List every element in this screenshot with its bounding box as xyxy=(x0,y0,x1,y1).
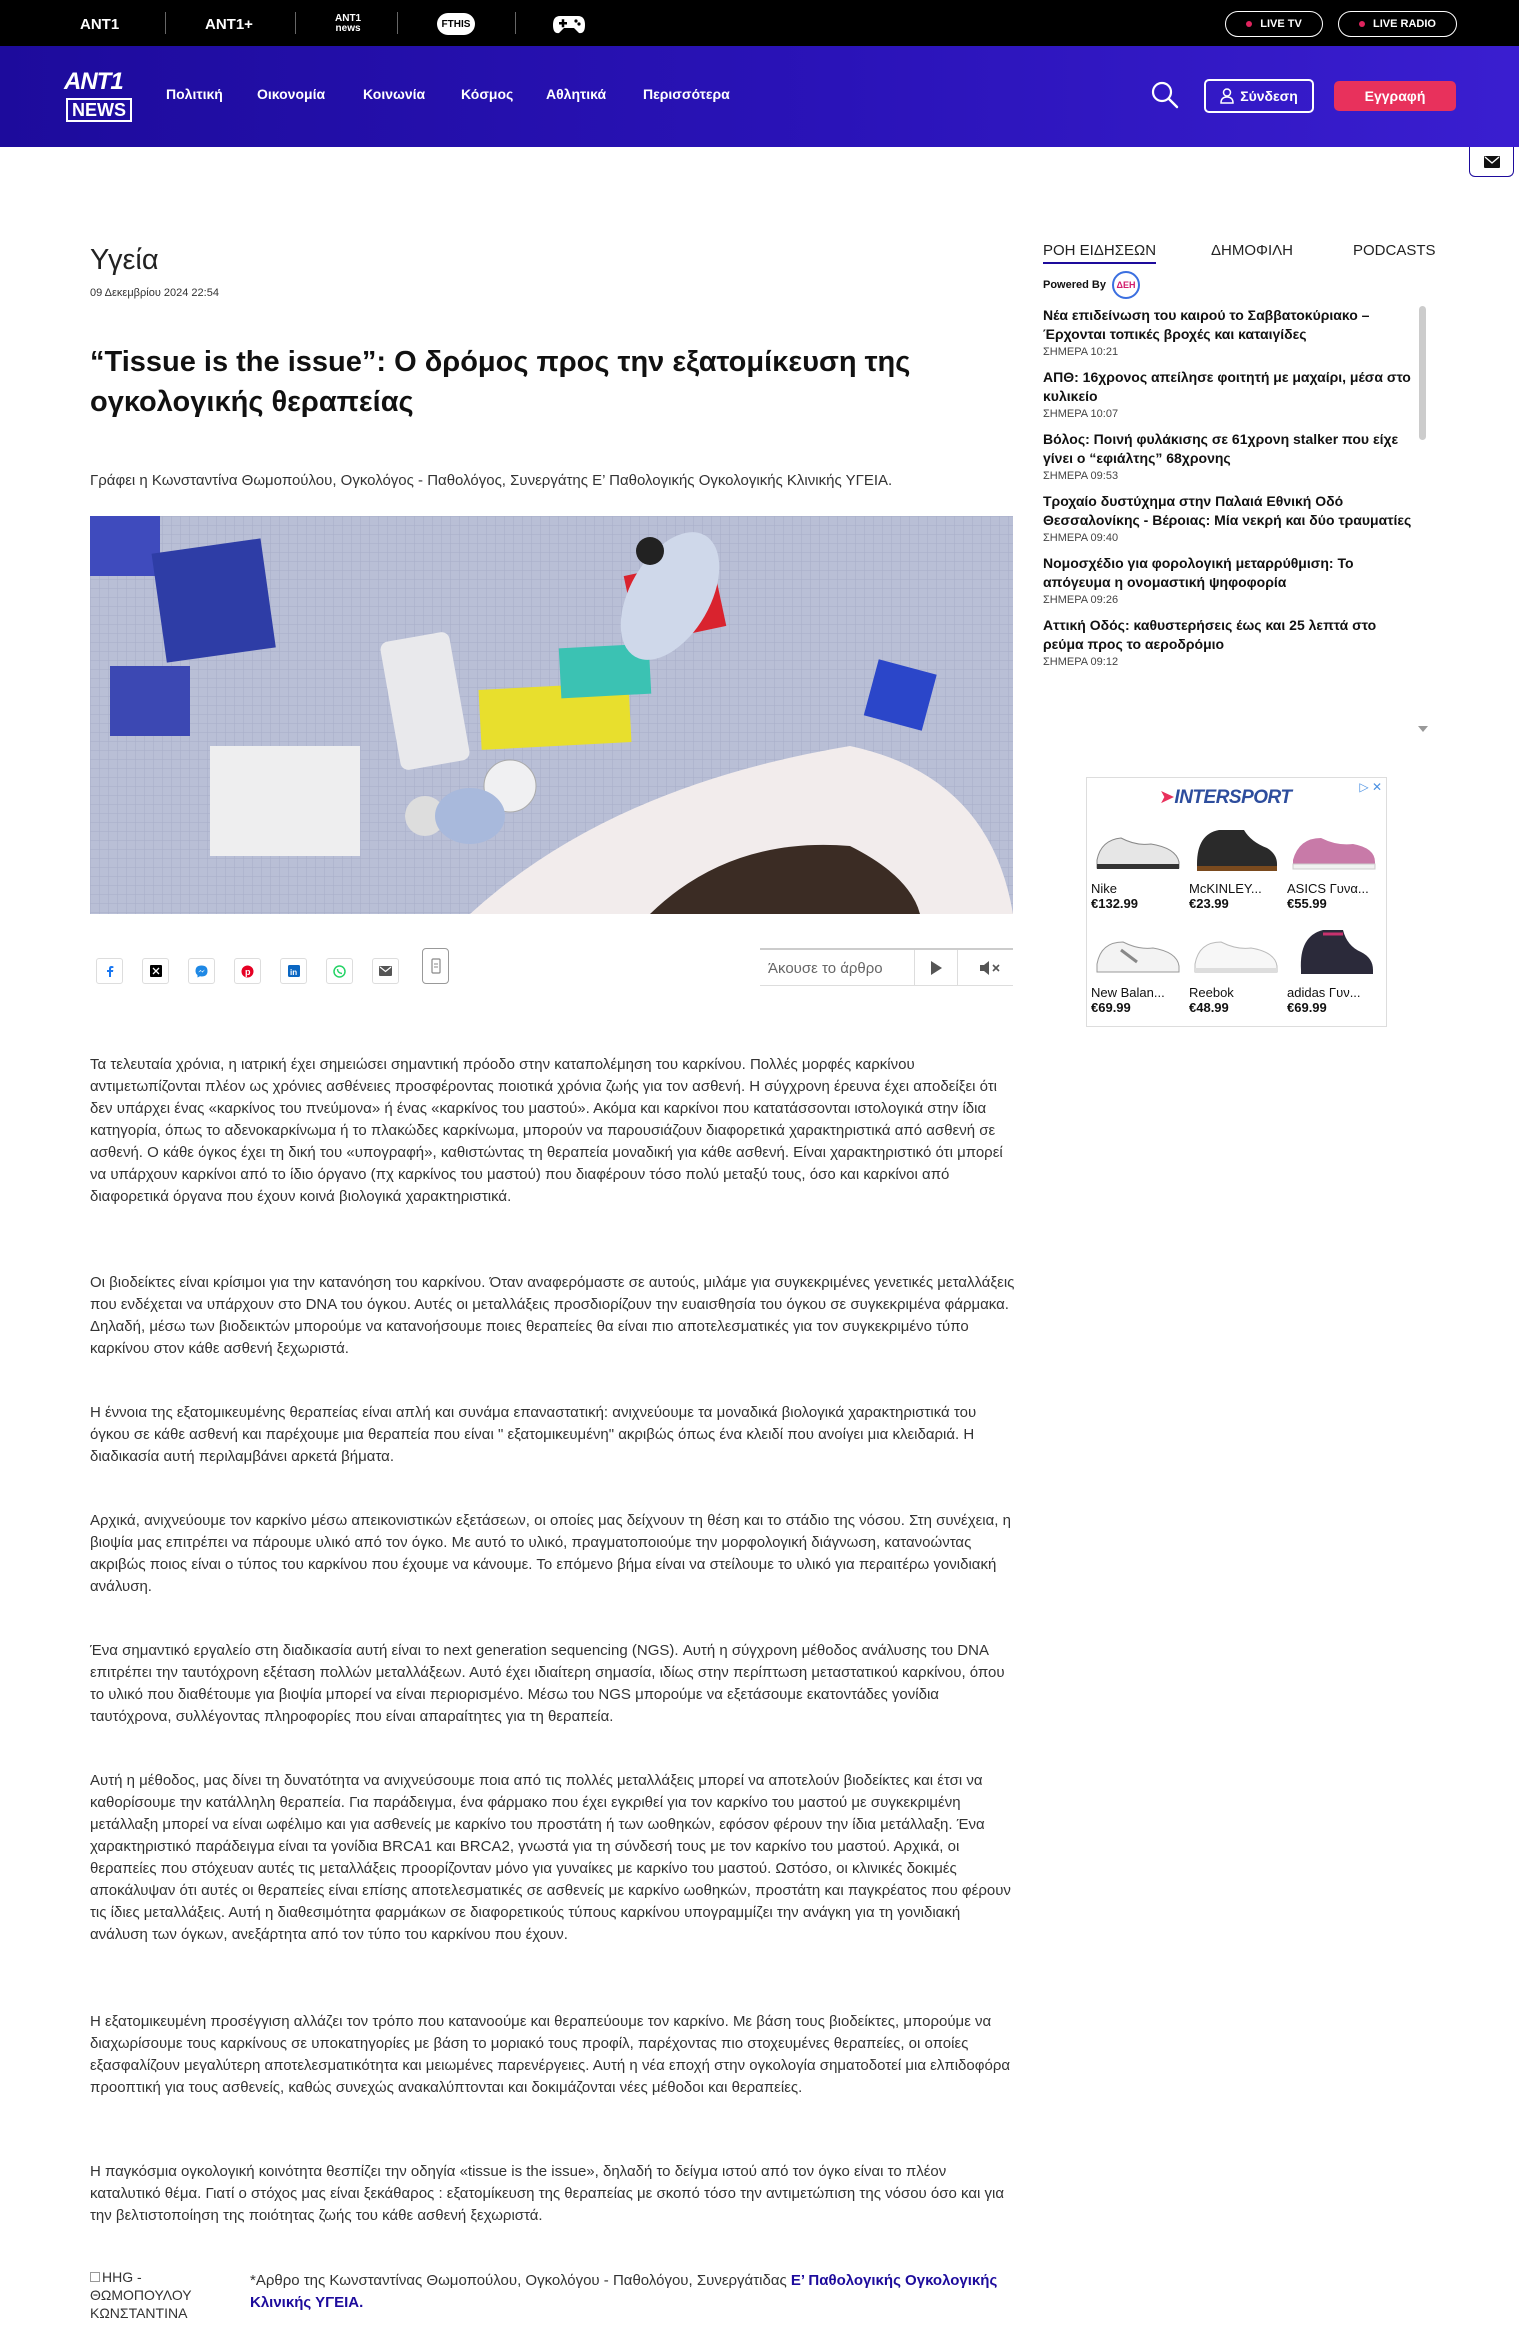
article-paragraph: Αρχικά, ανιχνεύουμε τον καρκίνο μέσω απεικονιστικών εξετάσεων, οι οποίες μας δείχνουν τη θέση και το στάδιο της νόσου. Στη συνέχεια, η βιοψία μας επιτρέπει να πάρουμε υλικό από τον όγκο. Με αυτό το υλικό, πραγματοποιούμε την μορφολογική διάγνωση, κατανοώντας ακριβώς ποιος είναι ο τύπος του καρκίνου που έχουμε να κάνουμε. Το επόμενο βήμα είναι να στείλουμε το υλικό για περαιτέρω γονιδιακή ανάλυση. xyxy=(90,1512,1011,1595)
ad-product-price: €69.99 xyxy=(1287,1000,1327,1015)
ad-product[interactable] xyxy=(1091,924,1185,1015)
tab-news-feed[interactable]: ΡΟΗ ΕΙΔΗΣΕΩΝ xyxy=(1043,242,1156,264)
ant1-brand-link[interactable]: ANT1 xyxy=(80,15,120,33)
shoe-image xyxy=(1287,820,1381,876)
shoe-image xyxy=(1287,924,1381,980)
broken-image-icon xyxy=(90,2272,100,2282)
tab-podcasts[interactable]: PODCASTS xyxy=(1353,242,1436,259)
whatsapp-icon xyxy=(333,965,346,978)
intersport-arrow-icon: ➤ xyxy=(1159,787,1175,808)
feed-item-time: ΣΗΜΕΡΑ 10:21 xyxy=(1043,346,1119,358)
newsletter-tab[interactable] xyxy=(1469,147,1514,177)
live-tv-button[interactable] xyxy=(1225,11,1323,37)
live-radio-label: LIVE RADIO xyxy=(1373,18,1436,30)
shoe-image xyxy=(1091,924,1185,980)
intersport-ad[interactable] xyxy=(1086,777,1387,1027)
register-button[interactable]: Εγγραφή xyxy=(1334,81,1456,111)
shoe-image xyxy=(1189,924,1283,980)
share-linkedin-button[interactable] xyxy=(280,958,307,984)
login-label: Σύνδεση xyxy=(1240,88,1298,104)
ad-choices-icon[interactable]: ▷ ✕ xyxy=(1359,780,1382,794)
feed-item[interactable] xyxy=(1043,554,1415,606)
feed-item[interactable] xyxy=(1043,616,1415,668)
ant1-news-logo[interactable] xyxy=(64,66,134,126)
feed-item[interactable] xyxy=(1043,306,1415,358)
ad-product-name: Reebok xyxy=(1189,985,1234,1000)
envelope-icon xyxy=(1484,156,1500,168)
live-radio-button[interactable] xyxy=(1338,11,1457,37)
feed-item[interactable] xyxy=(1043,368,1415,420)
article-hero-image xyxy=(90,516,1013,914)
ad-product[interactable] xyxy=(1287,924,1381,1015)
divider xyxy=(515,12,516,34)
article-title: “Tissue is the issue”: Ο δρόμος προς την εξατομίκευση της ογκολογικής θεραπείας xyxy=(90,346,911,418)
ad-product-price: €132.99 xyxy=(1091,896,1138,911)
ad-product-name: New Balan... xyxy=(1091,985,1165,1000)
author-image-alt: HHG - ΘΩΜΟΠΟΥΛΟΥ ΚΩΝΣΤΑΝΤΙΝΑ xyxy=(90,2269,192,2321)
messenger-icon xyxy=(195,965,208,978)
feed-item-time: ΣΗΜΕΡΑ 09:12 xyxy=(1043,656,1119,668)
ad-product-price: €55.99 xyxy=(1287,896,1327,911)
play-icon xyxy=(929,960,943,976)
fthis-brand-link[interactable]: FTHIS xyxy=(437,13,475,35)
nav-item-politics[interactable]: Πολιτική xyxy=(166,86,223,102)
feed-item-title[interactable]: Αττική Οδός: καθυστερήσεις έως και 25 λεπτά στο ρεύμα προς το αεροδρόμιο xyxy=(1043,617,1377,652)
article-paragraph: Η έννοια της εξατομικευμένης θεραπείας είναι απλή και συνάμα επαναστατική: ανιχνεύουμε τα μοναδικά βιολογικά χαρακτηριστικά του όγκου σε κάθε ασθενή και παρέχουμε μια θεραπεία που είναι " εξατομικευμένη" ακριβώς όπως ένα κλειδί που ανοίγει μια κλειδαριά. Η διαδικασία αυτή περιλαμβάνει αρκετά βήματα. xyxy=(90,1404,977,1465)
login-button[interactable] xyxy=(1204,79,1314,113)
share-x-button[interactable] xyxy=(142,958,169,984)
divider xyxy=(165,12,166,34)
intersport-logo xyxy=(1159,786,1292,809)
ad-product-name: Nike xyxy=(1091,881,1118,896)
feed-item-time: ΣΗΜΕΡΑ 10:07 xyxy=(1043,408,1119,420)
divider xyxy=(397,12,398,34)
feed-item[interactable] xyxy=(1043,492,1415,544)
nav-item-society[interactable]: Κοινωνία xyxy=(363,86,426,102)
share-facebook-button[interactable] xyxy=(96,958,123,984)
article-category[interactable]: Υγεία xyxy=(90,244,159,276)
feed-item-title[interactable]: Νομοσχέδιο για φορολογική μεταρρύθμιση: Το απόγευμα η ονομαστική ψηφοφορία xyxy=(1043,555,1354,590)
svg-text:in: in xyxy=(289,968,297,977)
shoe-image xyxy=(1189,820,1283,876)
divider xyxy=(295,12,296,34)
ad-product-price: €48.99 xyxy=(1189,1000,1229,1015)
ant1-news-brand-link[interactable]: ANT1 news xyxy=(335,13,362,34)
footnote-text: *Αρθρο της Κωνσταντίνας Θωμοπούλου, Ογκολόγου - Παθολόγου, Συνεργάτιδας xyxy=(250,2272,791,2289)
article-paragraph: Ένα σημαντικό εργαλείο στη διαδικασία αυτή είναι το next generation sequencing (NGS). Αυτή η σύγχρονη μέθοδος ανάλυσης του DNA επιτρέπει την ταυτόχρονη εξέταση πολλών μεταλλάξεων. Αυτό έχει ιδιαίτερη σημασία, ιδίως στην περίπτωση μεταστατικού καρκίνου, όπου το υλικό που διαθέτουμε για βιοψία μπορεί να είναι περιορισμένο. Μέσω του NGS μπορούμε να εξετάσουμε εκατοντάδες γονίδια ταυτόχρονα, συλλέγοντας πληροφορίες που είναι απαραίτητες για τη θεραπεία. xyxy=(90,1642,1005,1725)
live-dot-icon xyxy=(1246,21,1252,27)
feed-item-title[interactable]: Νέα επιδείνωση του καιρού το Σαββατοκύριακο – Έρχονται τοπικές βροχές και καταιγίδες xyxy=(1043,307,1370,342)
article-footnote xyxy=(250,2270,1010,2314)
feed-item-time: ΣΗΜΕΡΑ 09:26 xyxy=(1043,594,1119,606)
ad-product[interactable] xyxy=(1091,820,1185,911)
article-paragraph: Τα τελευταία χρόνια, η ιατρική έχει σημειώσει σημαντική πρόοδο στην καταπολέμηση του καρκίνου. Πολλές μορφές καρκίνου αντιμετωπίζονται πλέον ως χρόνιες ασθένειες προσφέροντας ποιοτικά χρόνια ζωής για τον ασθενή. Η σύγχρονη έρευνα έχει αποδείξει ότι δεν υπάρχει ένας «καρκίνος του πνεύμονα» ή ένας «καρκίνος του μαστού». Ακόμα και καρκίνοι που κατατάσσονται ιστολογικά στην ίδια κατηγορία, όπως το αδενοκαρκίνωμα ή το πλακώδες καρκίνωμα, μπορούν να παρουσιάζουν διαφορετικά χαρακτηριστικά από ασθενή σε ασθενή. Ο κάθε όγκος έχει τη δική του «υπογραφή», καθιστώντας τη θεραπεία μοναδική για κάθε ασθενή. Είναι χαρακτηριστικό ότι μπορεί να υπάρχουν καρκίνοι από το ίδιο όργανο (πχ καρκίνος του μαστού) που διαφέρουν τόσο πολύ μεταξύ τους, όσο και καρκίνοι από διαφορετικά όργανα που έχουν κοινά βιολογικά χαρακτηριστικά. xyxy=(90,1056,1003,1205)
article-date: 09 Δεκεμβρίου 2024 22:54 xyxy=(90,287,219,299)
article-byline: Γράφει η Κωνσταντίνα Θωμοπούλου, Ογκολόγος - Παθολόγος, Συνεργάτης Ε’ Παθολογικής Ογκολογικής Κλινικής ΥΓΕΙΑ. xyxy=(90,472,893,489)
print-icon xyxy=(431,958,441,974)
ad-product[interactable] xyxy=(1189,924,1283,1015)
feed-scrollbar[interactable] xyxy=(1417,306,1426,736)
powered-by-label: Powered By xyxy=(1043,279,1106,291)
svg-text:p: p xyxy=(245,966,251,977)
live-dot-icon xyxy=(1359,21,1365,27)
share-email-button[interactable] xyxy=(372,958,399,984)
ad-product[interactable] xyxy=(1287,820,1381,911)
article-paragraph: Η εξατομικευμένη προσέγγιση αλλάζει τον τρόπο που κατανοούμε και θεραπεύουμε τον καρκίνο. Με βάση τους βιοδείκτες, μπορούμε να διαχωρίσουμε τους καρκίνους σε υποκατηγορίες με βάση το μοριακό τους προφίλ, παρέχοντας πιο στοχευμένες θεραπείες, οι οποίες εξασφαλίζουν μεγαλύτερη αποτελεσματικότητα και μειωμένες παρενέργειες. Αυτή η νέα εποχή στην ογκολογία σηματοδοτεί μια ελπιδοφόρα προοπτική για τους ασθενείς, καθώς συνεχώς ανακαλύπτονται και δοκιμάζονται νέες μέθοδοι και θεραπείες. xyxy=(90,2013,1011,2096)
logo-bottom-text: NEWS xyxy=(66,98,132,122)
nav-item-economy[interactable]: Οικονομία xyxy=(257,86,326,102)
audio-mute-button[interactable] xyxy=(970,950,1010,986)
news-feed-list xyxy=(1043,306,1415,732)
ad-product-price: €69.99 xyxy=(1091,1000,1131,1015)
volume-muted-icon xyxy=(979,960,1001,976)
search-icon[interactable] xyxy=(1150,80,1180,110)
ad-product-name: ASICS Γυνα... xyxy=(1287,881,1369,896)
email-icon xyxy=(379,966,392,976)
feed-item-title[interactable]: Βόλος: Ποινή φυλάκισης σε 61χρονη stalker που είχε γίνει ο “εφιάλτης” 68χρονης xyxy=(1043,431,1399,466)
ad-product[interactable] xyxy=(1189,820,1283,911)
nav-item-sports[interactable]: Αθλητικά xyxy=(546,86,607,102)
shoe-image xyxy=(1091,820,1185,876)
article-paragraph: Οι βιοδείκτες είναι κρίσιμοι για την κατανόηση του καρκίνου. Όταν αναφερόμαστε σε αυτούς, μιλάμε για συγκεκριμένες γενετικές μεταλλάξεις που ενδέχεται να υπάρχουν στο DNA του όγκου. Αυτές οι μεταλλάξεις προσδιορίζουν την ευαισθησία του όγκου σε συγκεκριμένα φάρμακα. Δηλαδή, μέσω των βιοδεικτών μπορούμε να κατανοήσουμε ποιες θεραπείες θα είναι πιο αποτελεσματικές για τον συγκεκριμένο τύπο καρκίνου στον κάθε ασθενή ξεχωριστά. xyxy=(90,1274,1015,1357)
ad-product-name: McKINLEY... xyxy=(1189,881,1262,896)
print-button[interactable] xyxy=(422,948,449,984)
nav-item-more[interactable]: Περισσότερα xyxy=(643,86,730,102)
article-audio-player xyxy=(760,948,1013,986)
sponsor-logo[interactable]: ΔΕΗ xyxy=(1112,271,1140,299)
feed-item-time: ΣΗΜΕΡΑ 09:40 xyxy=(1043,532,1119,544)
top-bar xyxy=(0,0,1519,46)
pinterest-icon xyxy=(241,965,254,978)
nav-item-world[interactable]: Κόσμος xyxy=(461,86,514,102)
lab-scene-illustration xyxy=(90,516,1013,914)
gamepad-icon xyxy=(552,13,586,35)
ad-product-name: adidas Γυν... xyxy=(1287,985,1361,1000)
games-link[interactable] xyxy=(552,13,586,35)
feed-scrollbar-thumb[interactable] xyxy=(1419,306,1426,440)
feed-item-title[interactable]: ΑΠΘ: 16χρονος απείλησε φοιτητή με μαχαίρι, μέσα στο κυλικείο xyxy=(1043,369,1411,404)
audio-label: Άκουσε το άρθρο xyxy=(768,960,883,977)
ad-product-price: €23.99 xyxy=(1189,896,1229,911)
footnote-clinic-link[interactable]: Ε’ Παθολογικής Ογκολογικής Κλινικής ΥΓΕΙΑ. xyxy=(250,2272,998,2311)
x-icon xyxy=(150,965,162,977)
share-whatsapp-button[interactable] xyxy=(326,958,353,984)
share-pinterest-button[interactable] xyxy=(234,958,261,984)
audio-play-button[interactable] xyxy=(914,950,958,986)
feed-item-time: ΣΗΜΕΡΑ 09:53 xyxy=(1043,470,1119,482)
scroll-down-icon[interactable] xyxy=(1418,726,1428,732)
article-paragraph: Η παγκόσμια ογκολογική κοινότητα θεσπίζει την οδηγία «tissue is the issue», δηλαδή το δείγμα ιστού από τον όγκο είναι το πλέον καταλυτικό θέμα. Γιατί ο στόχος μας είναι ξεκάθαρος : εξατομίκευση της θεραπείας με σκοπό τόσο την αντιμετώπιση της νόσου όσο και για την βελτιστοποίηση της ποιότητας ζωής του κάθε ασθενή ξεχωριστά. xyxy=(90,2163,1005,2224)
user-icon xyxy=(1220,88,1234,104)
main-navbar xyxy=(0,46,1519,147)
facebook-icon xyxy=(104,965,116,977)
author-image-placeholder xyxy=(90,2268,205,2322)
logo-top-text: ANT1 xyxy=(64,68,123,95)
share-messenger-button[interactable] xyxy=(188,958,215,984)
live-tv-label: LIVE TV xyxy=(1260,18,1302,30)
powered-by xyxy=(1043,271,1140,299)
article-paragraph: Αυτή η μέθοδος, μας δίνει τη δυνατότητα να ανιχνεύσουμε ποια από τις πολλές μεταλλάξεις μπορεί να αποτελούν βιοδείκτες και έτσι να καθορίσουμε την κατάλληλη θεραπεία. Για παράδειγμα, ένα φάρμακο που έχει εγκριθεί για τον καρκίνο του μαστού με συγκεκριμένη μετάλλαξη μπορεί να είναι ωφέλιμο και για ασθενείς με καρκίνο του προστάτη ή των ωοθηκών, εφόσον φέρουν την ίδια μετάλλαξη. Ένα χαρακτηριστικό παράδειγμα είναι τα γονίδια BRCA1 και BRCA2, γνωστά για τη σύνδεσή τους με τον καρκίνο του μαστού. Αρχικά, οι θεραπείες που στόχευαν αυτές τις μεταλλάξεις προορίζονταν μόνο για γυναίκες με καρκίνο του μαστού. Ωστόσο, οι κλινικές δοκιμές αποκάλυψαν ότι αυτές οι θεραπείες είναι επίσης αποτελεσματικές σε ασθενείς με καρκίνο ωοθηκών, προστάτη και παγκρέατος που φέρουν τις ίδιες μεταλλάξεις. Αυτή η διαθεσιμότητα φαρμάκων σε διαφορετικούς τύπους καρκίνου υπογραμμίζει την ανάγκη για τη γονιδιακή ανάλυση των όγκων, ανεξάρτητα από τον τύπο του καρκίνου που έχουν. xyxy=(90,1772,1011,1943)
ant1-plus-brand-link[interactable]: ANT1+ xyxy=(205,15,253,33)
ad-brand-text: INTERSPORT xyxy=(1174,787,1292,808)
linkedin-icon xyxy=(288,965,300,977)
feed-item-title[interactable]: Τροχαίο δυστύχημα στην Παλαιά Εθνική Οδό Θεσσαλονίκης - Βέροιας: Μία νεκρή και δύο τραυματίες xyxy=(1043,493,1412,528)
feed-item[interactable] xyxy=(1043,430,1415,482)
tab-popular[interactable]: ΔΗΜΟΦΙΛΗ xyxy=(1211,242,1294,259)
